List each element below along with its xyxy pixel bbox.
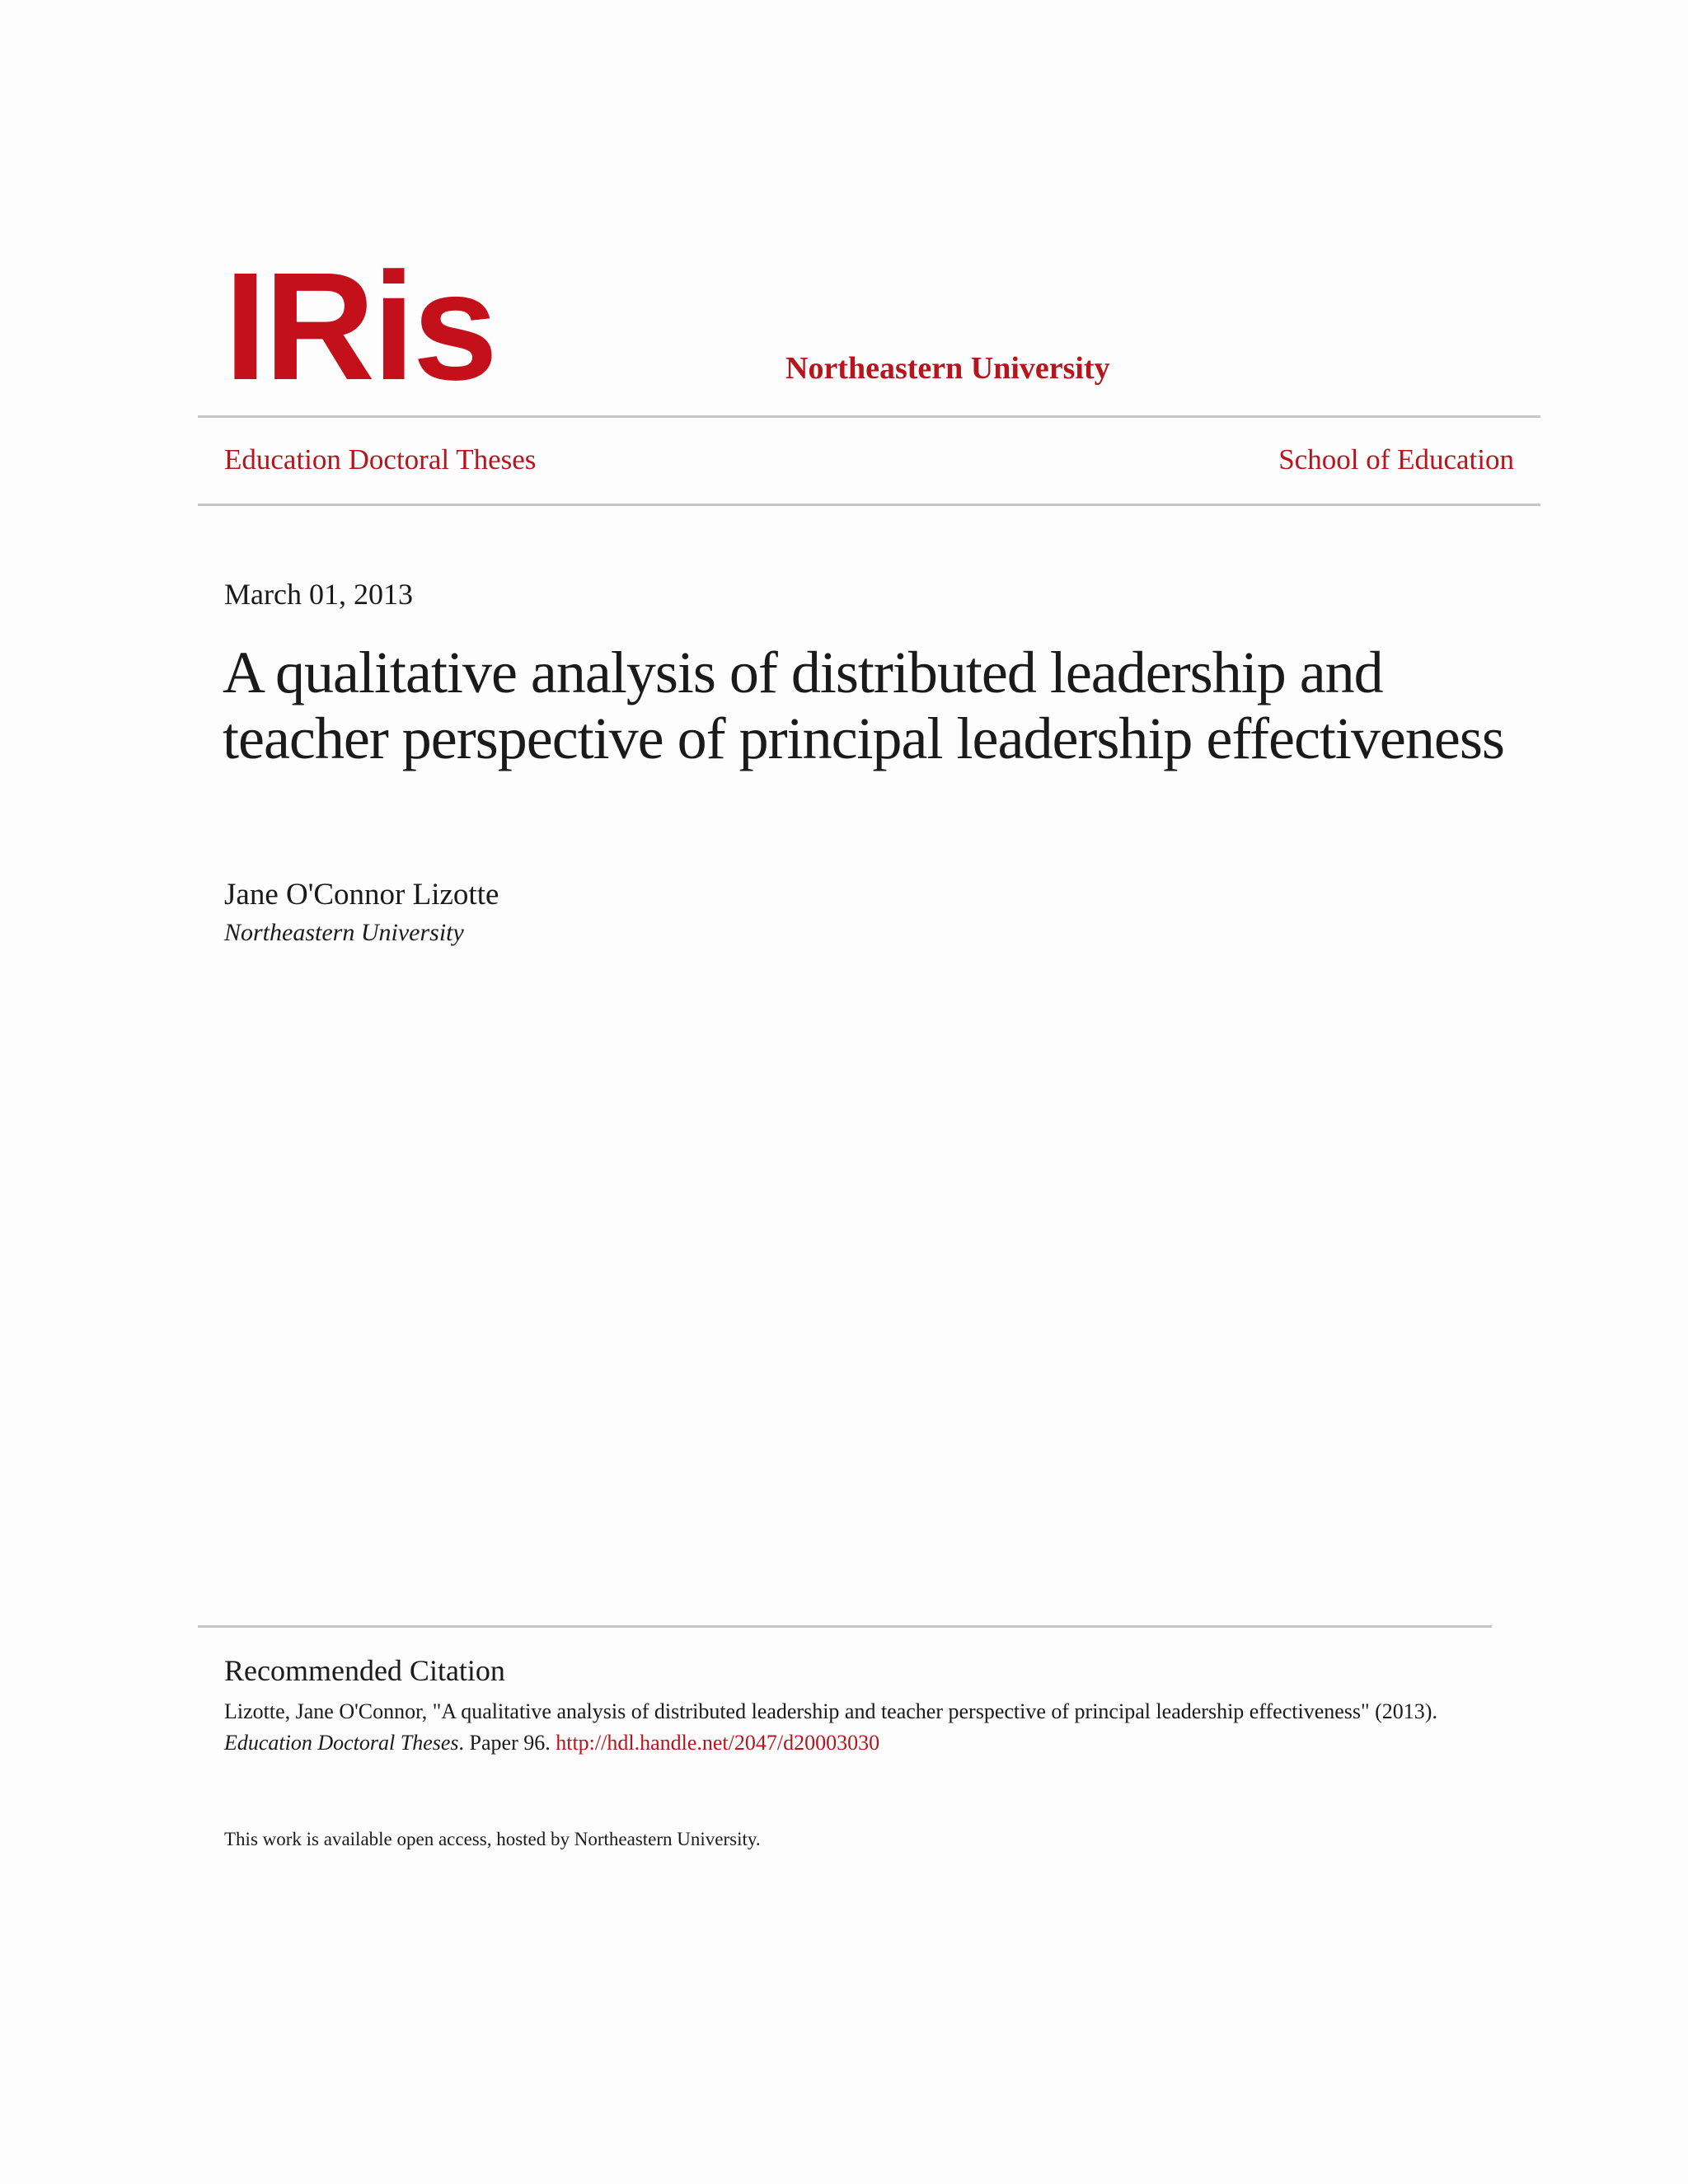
header-divider-top (198, 415, 1540, 418)
document-title: A qualitative analysis of distributed leadership and teacher perspective of principal leadership effectiveness (223, 640, 1504, 771)
citation-series: Education Doctoral Theses (224, 1731, 459, 1755)
citation-url-link[interactable]: http://hdl.handle.net/2047/d20003030 (556, 1731, 880, 1755)
citation-text-part1: Lizotte, Jane O'Connor, "A qualitative analysis of distributed leadership and teacher perspective of principal leadership effectiveness" (2013). (224, 1699, 1437, 1723)
author-affiliation: Northeastern University (224, 919, 464, 946)
header-divider-bottom (198, 504, 1540, 506)
citation-divider (198, 1625, 1492, 1628)
citation-heading: Recommended Citation (224, 1654, 505, 1687)
publication-date: March 01, 2013 (224, 578, 413, 611)
iris-logo: IRis (224, 241, 496, 412)
department-link[interactable]: School of Education (1278, 443, 1514, 476)
open-access-note: This work is available open access, hosted by Northeastern University. (224, 1829, 761, 1849)
collection-link[interactable]: Education Doctoral Theses (224, 443, 537, 476)
institution-name[interactable]: Northeastern University (785, 351, 1110, 386)
author-name: Jane O'Connor Lizotte (224, 878, 499, 912)
citation-text (224, 1696, 1510, 1759)
citation-text-part2: . Paper 96. (458, 1731, 556, 1755)
